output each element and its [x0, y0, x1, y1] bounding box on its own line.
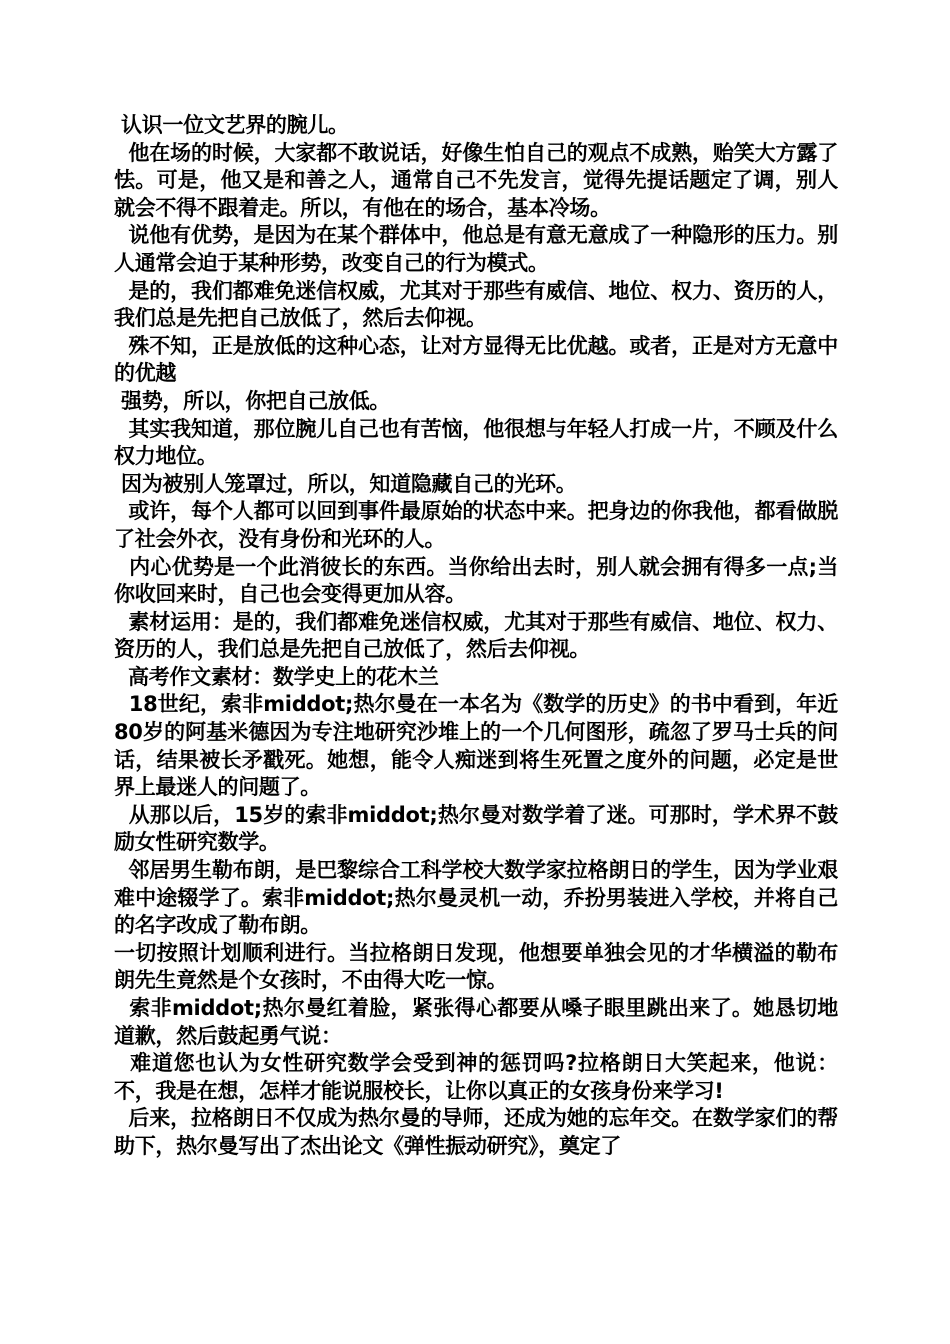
paragraph: 一切按照计划顺利进行。当拉格朗日发现，他想要单独会见的才华横溢的勒布朗先生竟然是个女孩时，不由得大吃一惊。	[114, 940, 838, 993]
paragraph: 或许，每个人都可以回到事件最原始的状态中来。把身边的你我他，都看做脱了社会外衣，没有身份和光环的人。	[114, 499, 838, 551]
paragraph: 后来，拉格朗日不仅成为热尔曼的导师，还成为她的忘年交。在数学家们的帮助下，热尔曼写出了杰出论文《弹性振动研究》，奠定了	[114, 1106, 838, 1158]
paragraph: 内心优势是一个此消彼长的东西。当你给出去时，别人就会拥有得多一点;当你收回来时，自己也会变得更加从容。	[114, 554, 838, 607]
paragraph: 从那以后，15岁的索非middot;热尔曼对数学着了迷。可那时，学术界不鼓励女性研究数学。	[114, 802, 838, 855]
paragraph: 索非middot;热尔曼红着脸，紧张得心都要从嗓子眼里跳出来了。她恳切地道歉，然后鼓起勇气说：	[114, 996, 838, 1048]
paragraph: 因为被别人笼罩过，所以，知道隐藏自己的光环。	[114, 471, 577, 496]
paragraph: 强势，所以，你把自己放低。	[114, 388, 391, 413]
paragraph: 是的，我们都难免迷信权威，尤其对于那些有威信、地位、权力、资历的人，我们总是先把自己放低了，然后去仰视。	[114, 278, 838, 331]
paragraph: 殊不知，正是放低的这种心态，让对方显得无比优越。或者，正是对方无意中的优越	[114, 333, 838, 386]
paragraph: 邻居男生勒布朗，是巴黎综合工科学校大数学家拉格朗日的学生，因为学业艰难中途辍学了。索非middot;热尔曼灵机一动，乔扮男装进入学校，并将自己的名字改成了勒布朗。	[114, 858, 838, 938]
document-body	[114, 112, 838, 1161]
paragraph-material-usage: 素材运用：是的，我们都难免迷信权威，尤其对于那些有威信、地位、权力、资历的人，我们总是先把自己放低了，然后去仰视。	[114, 609, 838, 662]
paragraph: 难道您也认为女性研究数学会受到神的惩罚吗?拉格朗日大笑起来，他说：不，我是在想，怎样才能说服校长，让你以真正的女孩身份来学习!	[114, 1051, 838, 1103]
paragraph: 说他有优势，是因为在某个群体中，他总是有意无意成了一种隐形的压力。别人通常会迫于某种形势，改变自己的行为模式。	[114, 223, 838, 275]
paragraph: 他在场的时候，大家都不敢说话，好像生怕自己的观点不成熟，贻笑大方露了怯。可是，他又是和善之人，通常自己不先发言，觉得先提话题定了调，别人就会不得不跟着走。所以，有他在的场合，基本冷场。	[114, 140, 838, 220]
paragraph: 18世纪，索非middot;热尔曼在一本名为《数学的历史》的书中看到，年近80岁的阿基米德因为专注地研究沙堆上的一个几何图形，疏忽了罗马士兵的问话，结果被长矛戳死。她想，能令人痴迷到将生死置之度外的问题，必定是世界上最迷人的问题了。	[114, 692, 838, 800]
paragraph: 其实我知道，那位腕儿自己也有苦恼，他很想与年轻人打成一片，不顾及什么权力地位。	[114, 416, 838, 469]
section-heading: 高考作文素材：数学史上的花木兰	[114, 664, 439, 689]
paragraph-intro: 认识一位文艺界的腕儿。	[114, 113, 349, 137]
